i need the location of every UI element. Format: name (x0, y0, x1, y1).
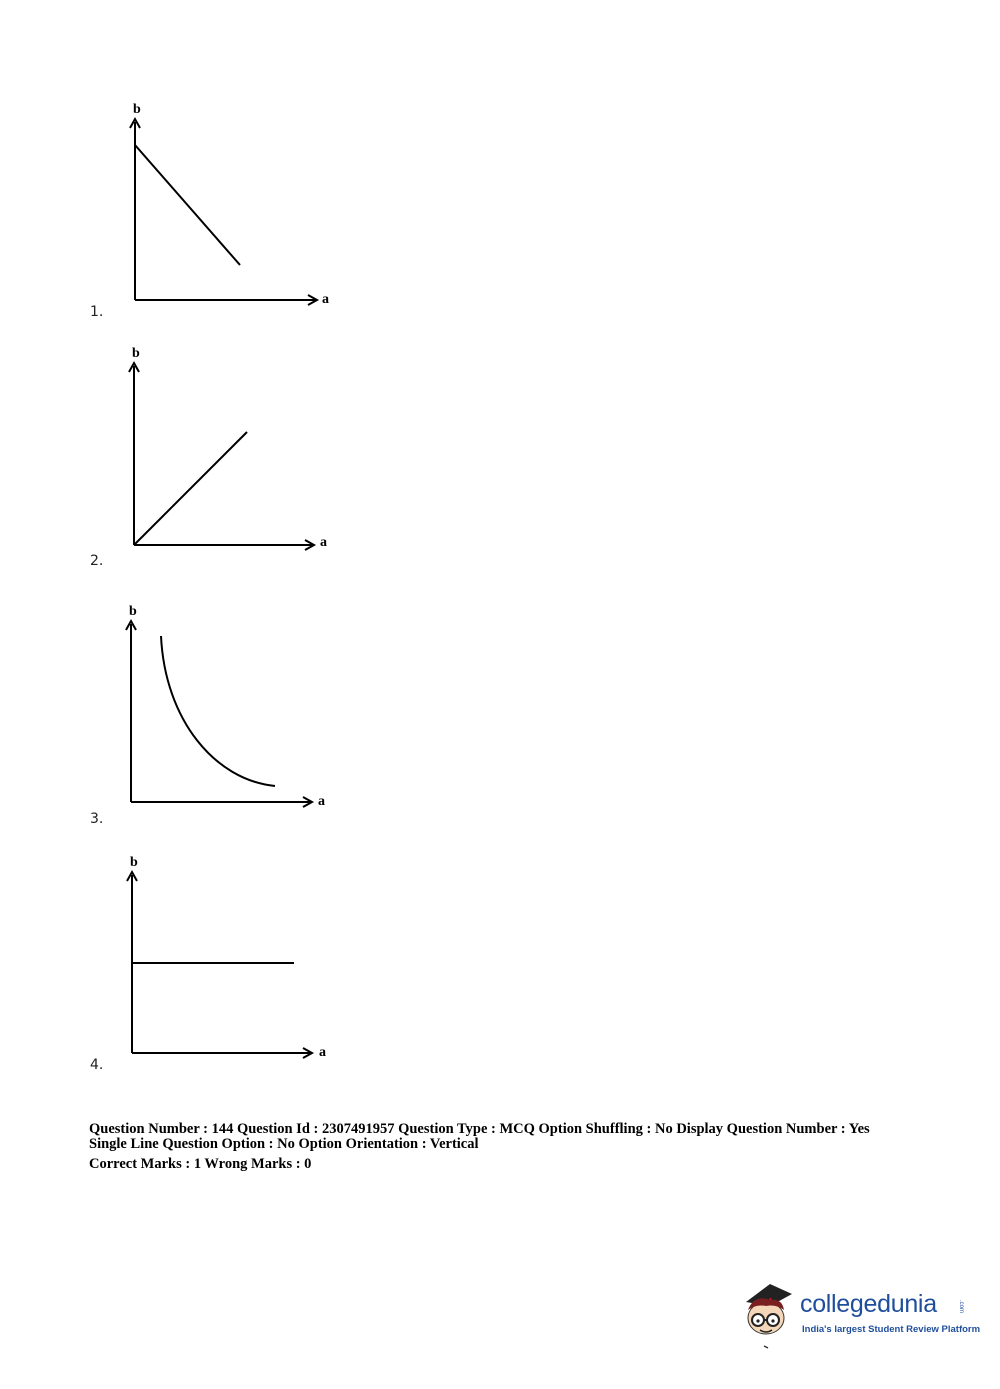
y-axis-label: b (133, 102, 141, 117)
question-meta-line-3: Correct Marks : 1 Wrong Marks : 0 (89, 1156, 312, 1172)
x-axis-label: a (320, 535, 327, 550)
question-metadata (89, 1122, 919, 1172)
logo-name: collegedunia (800, 1290, 937, 1318)
x-axis-label: a (322, 292, 329, 307)
x-axis-label: a (318, 794, 325, 809)
option-number: 3. (90, 811, 104, 827)
y-axis-label: b (132, 346, 140, 361)
mascot-icon (740, 1280, 800, 1360)
option-number: 2. (90, 553, 104, 569)
x-axis-label: a (319, 1045, 326, 1060)
y-axis-label: b (129, 604, 137, 619)
collegedunia-logo (740, 1280, 981, 1360)
question-meta-line-1: Question Number : 144 Question Id : 2307491957 Question Type : MCQ Option Shuffling : No Display Question Number : Yes (89, 1121, 870, 1137)
logo-suffix: .com (958, 1300, 964, 1314)
y-axis-label: b (130, 855, 138, 870)
option-4[interactable] (0, 0, 400, 1080)
option-number: 4. (90, 1057, 104, 1073)
question-meta-line-2: Single Line Question Option : No Option Orientation : Vertical (89, 1136, 479, 1152)
graph-option-4 (0, 0, 400, 1080)
option-number: 1. (90, 304, 104, 320)
logo-tagline: India's largest Student Review Platform (802, 1324, 981, 1335)
